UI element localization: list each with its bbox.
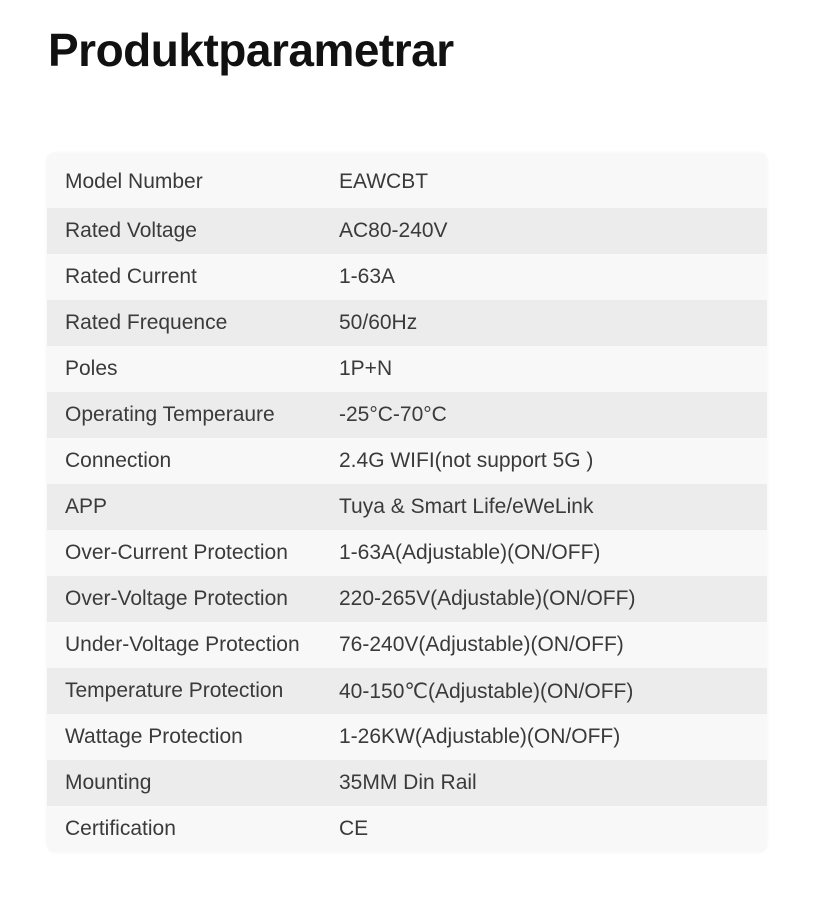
spec-value: 35MM Din Rail [339, 771, 477, 794]
spec-row-rated-voltage [47, 208, 767, 254]
spec-label: Poles [65, 357, 118, 380]
spec-value: 1-63A(Adjustable)(ON/OFF) [339, 541, 601, 564]
spec-value: 50/60Hz [339, 311, 418, 334]
spec-label: Rated Voltage [65, 219, 197, 242]
spec-table [47, 153, 767, 852]
spec-row-app [47, 484, 767, 530]
spec-row-certification [47, 806, 767, 852]
spec-value: EAWCBT [339, 169, 429, 193]
spec-row-temperature-protection [47, 668, 767, 714]
spec-row-over-current-protection [47, 530, 767, 576]
spec-label: Mounting [65, 771, 152, 794]
spec-label: Model Number [65, 169, 203, 193]
page-title: Produktparametrar [48, 24, 454, 76]
spec-value: Tuya & Smart Life/eWeLink [339, 495, 594, 518]
spec-row-over-voltage-protection [47, 576, 767, 622]
spec-value: 1-63A [339, 265, 396, 288]
spec-row-poles [47, 346, 767, 392]
spec-label: Certification [65, 817, 176, 840]
spec-row-model-number [47, 153, 767, 208]
spec-label: Connection [65, 449, 172, 472]
spec-value: -25°C-70°C [339, 403, 447, 426]
spec-value: 2.4G WIFI(not support 5G ) [339, 449, 594, 472]
spec-row-mounting [47, 760, 767, 806]
spec-value: CE [339, 817, 369, 840]
spec-value: 40-150℃(Adjustable)(ON/OFF) [339, 679, 634, 703]
spec-label: Over-Voltage Protection [65, 587, 288, 610]
spec-label: Temperature Protection [65, 679, 284, 702]
spec-row-wattage-protection [47, 714, 767, 760]
spec-value: 76-240V(Adjustable)(ON/OFF) [339, 633, 624, 656]
spec-label: Under-Voltage Protection [65, 633, 300, 656]
spec-label: APP [65, 495, 108, 518]
spec-label: Rated Current [65, 265, 197, 288]
spec-value: 220-265V(Adjustable)(ON/OFF) [339, 587, 636, 610]
spec-row-rated-current [47, 254, 767, 300]
spec-row-under-voltage-protection [47, 622, 767, 668]
spec-row-operating-temperature [47, 392, 767, 438]
spec-value: 1-26KW(Adjustable)(ON/OFF) [339, 725, 621, 748]
spec-label: Rated Frequence [65, 311, 228, 334]
spec-label: Wattage Protection [65, 725, 243, 748]
spec-row-rated-frequence [47, 300, 767, 346]
spec-value: 1P+N [339, 357, 393, 380]
spec-value: AC80-240V [339, 219, 448, 242]
spec-label: Over-Current Protection [65, 541, 288, 564]
spec-label: Operating Temperaure [65, 403, 275, 426]
spec-row-connection [47, 438, 767, 484]
